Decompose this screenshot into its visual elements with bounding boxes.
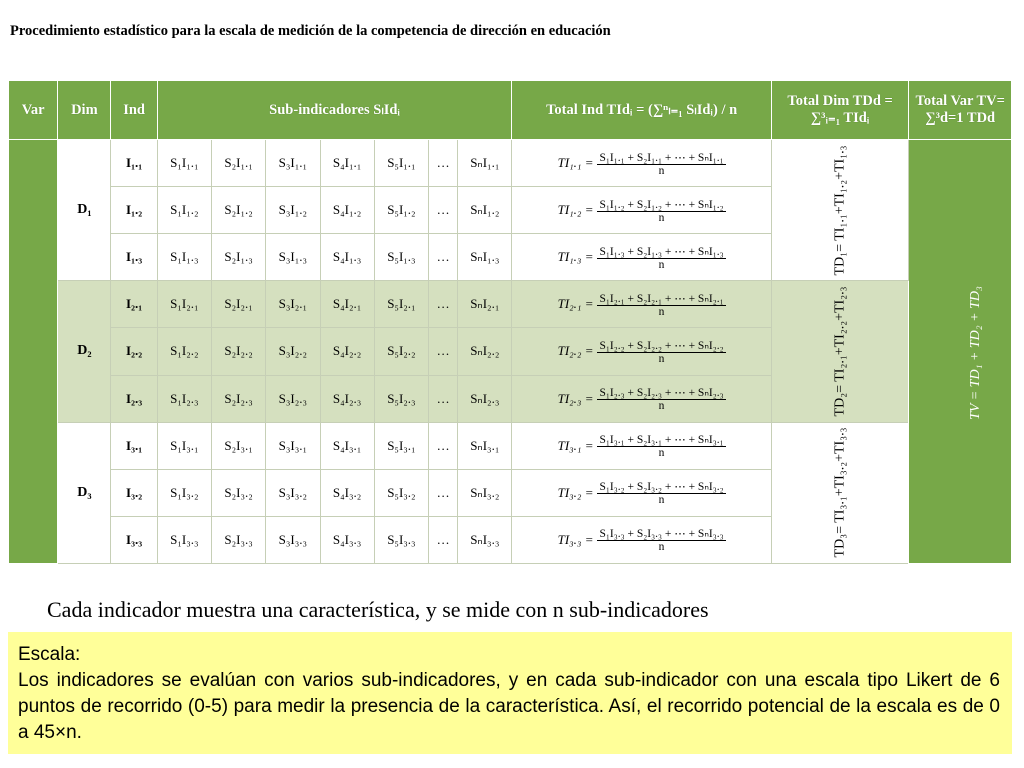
fraction-numerator: S₁I₁.₂ + S₂I₁.₂ + ⋯ + SₙI₁.₂ xyxy=(599,198,724,211)
sub-indicator-cell: S₂I₃.₃ xyxy=(211,516,265,563)
total-dim-cell xyxy=(771,422,909,563)
sub-indicator-cell: S₅I₂.₃ xyxy=(374,375,428,422)
header-sub-indicators: Sub-indicadores SₗIdᵢ xyxy=(157,81,512,140)
sub-indicator-cell: S₁I₃.₂ xyxy=(157,469,211,516)
total-ind-label: TI₁.₁ = xyxy=(557,155,594,171)
scale-note xyxy=(8,632,1012,754)
table-row xyxy=(9,140,1012,187)
fraction xyxy=(597,526,725,553)
sub-indicator-cell: S₃I₁.₂ xyxy=(266,187,320,234)
table-row xyxy=(9,422,1012,469)
sub-indicator-cell: S₅I₁.₁ xyxy=(374,140,428,187)
sub-indicator-cell: S₄I₂.₃ xyxy=(320,375,374,422)
sub-indicator-cell: SₙI₁.₁ xyxy=(458,140,512,187)
sub-indicator-cell: S₂I₁.₃ xyxy=(211,234,265,281)
total-ind-formula xyxy=(512,328,771,375)
sub-indicator-cell: S₂I₂.₂ xyxy=(211,328,265,375)
sub-indicator-cell: SₙI₁.₂ xyxy=(458,187,512,234)
total-ind-label: TI₁.₂ = xyxy=(557,202,594,218)
sub-indicator-cell: S₄I₂.₁ xyxy=(320,281,374,328)
sub-indicator-cell: S₁I₁.₂ xyxy=(157,187,211,234)
total-ind-label: TI₃.₃ = xyxy=(557,531,594,547)
fraction-denominator: n xyxy=(658,352,665,365)
sub-indicator-cell: S₅I₁.₂ xyxy=(374,187,428,234)
sub-indicator-cell: S₅I₃.₃ xyxy=(374,516,428,563)
sub-indicator-cell: S₄I₁.₁ xyxy=(320,140,374,187)
fraction-numerator: S₁I₃.₁ + S₂I₃.₁ + ⋯ + SₙI₃.₁ xyxy=(599,434,724,447)
sub-indicator-cell: SₙI₃.₁ xyxy=(458,422,512,469)
total-ind-label: TI₂.₁ = xyxy=(557,296,594,312)
sub-indicator-cell: S₃I₃.₃ xyxy=(266,516,320,563)
sub-indicator-cell: SₙI₂.₁ xyxy=(458,281,512,328)
indicator-cell: I₃.₂ xyxy=(111,469,157,516)
sub-indicator-cell: S₃I₃.₂ xyxy=(266,469,320,516)
fraction xyxy=(597,338,725,365)
total-dim-formula: TD₂= TI₂.₁+TI₂.₂+TI₂.₃ xyxy=(832,286,848,417)
ellipsis-cell: … xyxy=(429,328,458,375)
total-ind-label: TI₁.₃ = xyxy=(557,249,594,265)
fraction xyxy=(597,432,725,459)
sub-indicator-cell: S₁I₃.₁ xyxy=(157,422,211,469)
fraction-denominator: n xyxy=(658,305,665,318)
sub-indicator-cell: S₂I₁.₂ xyxy=(211,187,265,234)
total-dim-cell xyxy=(771,140,909,281)
fraction xyxy=(597,479,725,506)
fraction-numerator: S₁I₁.₃ + S₂I₁.₃ + ⋯ + SₙI₁.₃ xyxy=(599,245,724,258)
fraction-denominator: n xyxy=(658,211,665,224)
indicator-cell: I₂.₃ xyxy=(111,375,157,422)
total-ind-formula xyxy=(512,469,771,516)
sub-indicator-cell: SₙI₁.₃ xyxy=(458,234,512,281)
total-dim-cell xyxy=(771,281,909,422)
indicator-cell: I₁.₂ xyxy=(111,187,157,234)
sub-indicator-cell: S₄I₃.₁ xyxy=(320,422,374,469)
fraction-denominator: n xyxy=(658,447,665,460)
total-ind-formula xyxy=(512,422,771,469)
dimension-label: D₂ xyxy=(77,343,92,359)
header-row xyxy=(9,81,1012,140)
sub-indicator-cell: S₃I₂.₁ xyxy=(266,281,320,328)
sub-indicator-cell: SₙI₂.₃ xyxy=(458,375,512,422)
fraction-denominator: n xyxy=(658,258,665,271)
total-dim-formula: TD₃= TI₃.₁+TI₃.₂+TI₃.₃ xyxy=(832,427,848,558)
fraction xyxy=(597,197,725,224)
fraction xyxy=(597,291,725,318)
statistics-table xyxy=(8,80,1012,564)
sub-indicator-cell: S₄I₂.₂ xyxy=(320,328,374,375)
ellipsis-cell: … xyxy=(429,234,458,281)
total-ind-formula xyxy=(512,281,771,328)
indicator-cell: I₃.₃ xyxy=(111,516,157,563)
sub-indicator-cell: S₄I₁.₂ xyxy=(320,187,374,234)
sub-indicator-cell: S₁I₂.₂ xyxy=(157,328,211,375)
fraction xyxy=(597,244,725,271)
total-ind-label: TI₃.₂ = xyxy=(557,484,594,500)
total-ind-label: TI₃.₁ = xyxy=(557,437,594,453)
fraction xyxy=(597,150,725,177)
table-body xyxy=(9,140,1012,564)
scale-note-heading: Escala: xyxy=(18,644,81,665)
dimension-cell xyxy=(58,422,111,563)
header-var: Var xyxy=(9,81,58,140)
fraction-numerator: S₁I₁.₁ + S₂I₁.₁ + ⋯ + SₙI₁.₁ xyxy=(599,151,724,164)
sub-indicator-cell: S₄I₃.₂ xyxy=(320,469,374,516)
indicator-cell: I₂.₂ xyxy=(111,328,157,375)
sub-indicator-cell: S₃I₂.₂ xyxy=(266,328,320,375)
dimension-cell xyxy=(58,140,111,281)
fraction-numerator: S₁I₃.₃ + S₂I₃.₃ + ⋯ + SₙI₃.₃ xyxy=(599,528,724,541)
sub-indicator-cell: S₁I₂.₃ xyxy=(157,375,211,422)
ellipsis-cell: … xyxy=(429,281,458,328)
sub-indicator-cell: S₃I₁.₃ xyxy=(266,234,320,281)
fraction-numerator: S₁I₂.₂ + S₂I₂.₂ + ⋯ + SₙI₂.₂ xyxy=(599,339,724,352)
sub-indicator-cell: S₁I₂.₁ xyxy=(157,281,211,328)
total-dim-formula: TD₁= TI₁.₁+TI₁.₂+TI₁.₃ xyxy=(832,145,848,276)
sub-indicator-cell: S₃I₂.₃ xyxy=(266,375,320,422)
total-ind-formula xyxy=(512,375,771,422)
sub-indicator-cell: S₁I₁.₃ xyxy=(157,234,211,281)
sub-indicator-cell: S₂I₂.₃ xyxy=(211,375,265,422)
header-ind: Ind xyxy=(111,81,157,140)
header-total-ind: Total Ind TIdᵢ = (∑ⁿₗ₌₁ SₗIdᵢ) / n xyxy=(512,81,771,140)
table-row xyxy=(9,281,1012,328)
dimension-label: D₁ xyxy=(77,202,92,218)
ellipsis-cell: … xyxy=(429,140,458,187)
sub-indicator-cell: S₅I₁.₃ xyxy=(374,234,428,281)
fraction-numerator: S₁I₂.₃ + S₂I₂.₃ + ⋯ + SₙI₂.₃ xyxy=(599,387,724,400)
ellipsis-cell: … xyxy=(429,516,458,563)
header-dim: Dim xyxy=(58,81,111,140)
total-ind-label: TI₂.₂ = xyxy=(557,343,594,359)
total-ind-label: TI₂.₃ = xyxy=(557,390,594,406)
sub-indicator-cell: S₂I₃.₂ xyxy=(211,469,265,516)
caption: Cada indicador muestra una característica, y se mide con n sub-indicadores xyxy=(47,597,709,622)
scale-note-body: Los indicadores se evalúan con varios sub-indicadores, y en cada sub-indicador con una escala tipo Likert de 6 puntos de recorrido (0-5) para medir la presencia de la característica. Así, el recorrido potencial de la escala es de 0 a 45×n. xyxy=(18,670,1000,743)
total-ind-formula xyxy=(512,234,771,281)
dimension-cell xyxy=(58,281,111,422)
sub-indicator-cell: SₙI₃.₂ xyxy=(458,469,512,516)
ellipsis-cell: … xyxy=(429,375,458,422)
fraction-denominator: n xyxy=(658,494,665,507)
ellipsis-cell: … xyxy=(429,187,458,234)
sub-indicator-cell: S₅I₃.₁ xyxy=(374,422,428,469)
fraction-denominator: n xyxy=(658,400,665,413)
total-var-cell xyxy=(909,140,1012,564)
sub-indicator-cell: SₙI₃.₃ xyxy=(458,516,512,563)
indicator-cell: I₂.₁ xyxy=(111,281,157,328)
total-ind-formula xyxy=(512,187,771,234)
ellipsis-cell: … xyxy=(429,422,458,469)
sub-indicator-cell: S₁I₃.₃ xyxy=(157,516,211,563)
fraction xyxy=(597,385,725,412)
sub-indicator-cell: S₁I₁.₁ xyxy=(157,140,211,187)
total-ind-formula xyxy=(512,516,771,563)
sub-indicator-cell: S₅I₂.₁ xyxy=(374,281,428,328)
header-total-dim: Total Dim TDd = ∑³ᵢ₌₁ TIdᵢ xyxy=(771,81,909,140)
total-ind-formula xyxy=(512,140,771,187)
sub-indicator-cell: S₄I₃.₃ xyxy=(320,516,374,563)
header-total-var: Total Var TV= ∑³d=1 TDd xyxy=(909,81,1012,140)
sub-indicator-cell: S₃I₃.₁ xyxy=(266,422,320,469)
var-cell xyxy=(9,140,58,564)
sub-indicator-cell: S₂I₁.₁ xyxy=(211,140,265,187)
total-var-formula: TV = TD₁ + TD₂ + TD₃ xyxy=(968,285,984,420)
sub-indicator-cell: S₂I₃.₁ xyxy=(211,422,265,469)
page-title: Procedimiento estadístico para la escala de medición de la competencia de dirección en educación xyxy=(10,23,611,39)
fraction-numerator: S₁I₃.₂ + S₂I₃.₂ + ⋯ + SₙI₃.₂ xyxy=(599,481,724,494)
fraction-denominator: n xyxy=(658,541,665,554)
sub-indicator-cell: S₅I₂.₂ xyxy=(374,328,428,375)
fraction-numerator: S₁I₂.₁ + S₂I₂.₁ + ⋯ + SₙI₂.₁ xyxy=(599,292,724,305)
sub-indicator-cell: S₅I₃.₂ xyxy=(374,469,428,516)
sub-indicator-cell: S₄I₁.₃ xyxy=(320,234,374,281)
indicator-cell: I₁.₃ xyxy=(111,234,157,281)
dimension-label: D₃ xyxy=(77,484,92,500)
indicator-cell: I₁.₁ xyxy=(111,140,157,187)
sub-indicator-cell: S₂I₂.₁ xyxy=(211,281,265,328)
sub-indicator-cell: S₃I₁.₁ xyxy=(266,140,320,187)
ellipsis-cell: … xyxy=(429,469,458,516)
sub-indicator-cell: SₙI₂.₂ xyxy=(458,328,512,375)
fraction-denominator: n xyxy=(658,164,665,177)
indicator-cell: I₃.₁ xyxy=(111,422,157,469)
statistics-table-container xyxy=(8,80,1012,564)
